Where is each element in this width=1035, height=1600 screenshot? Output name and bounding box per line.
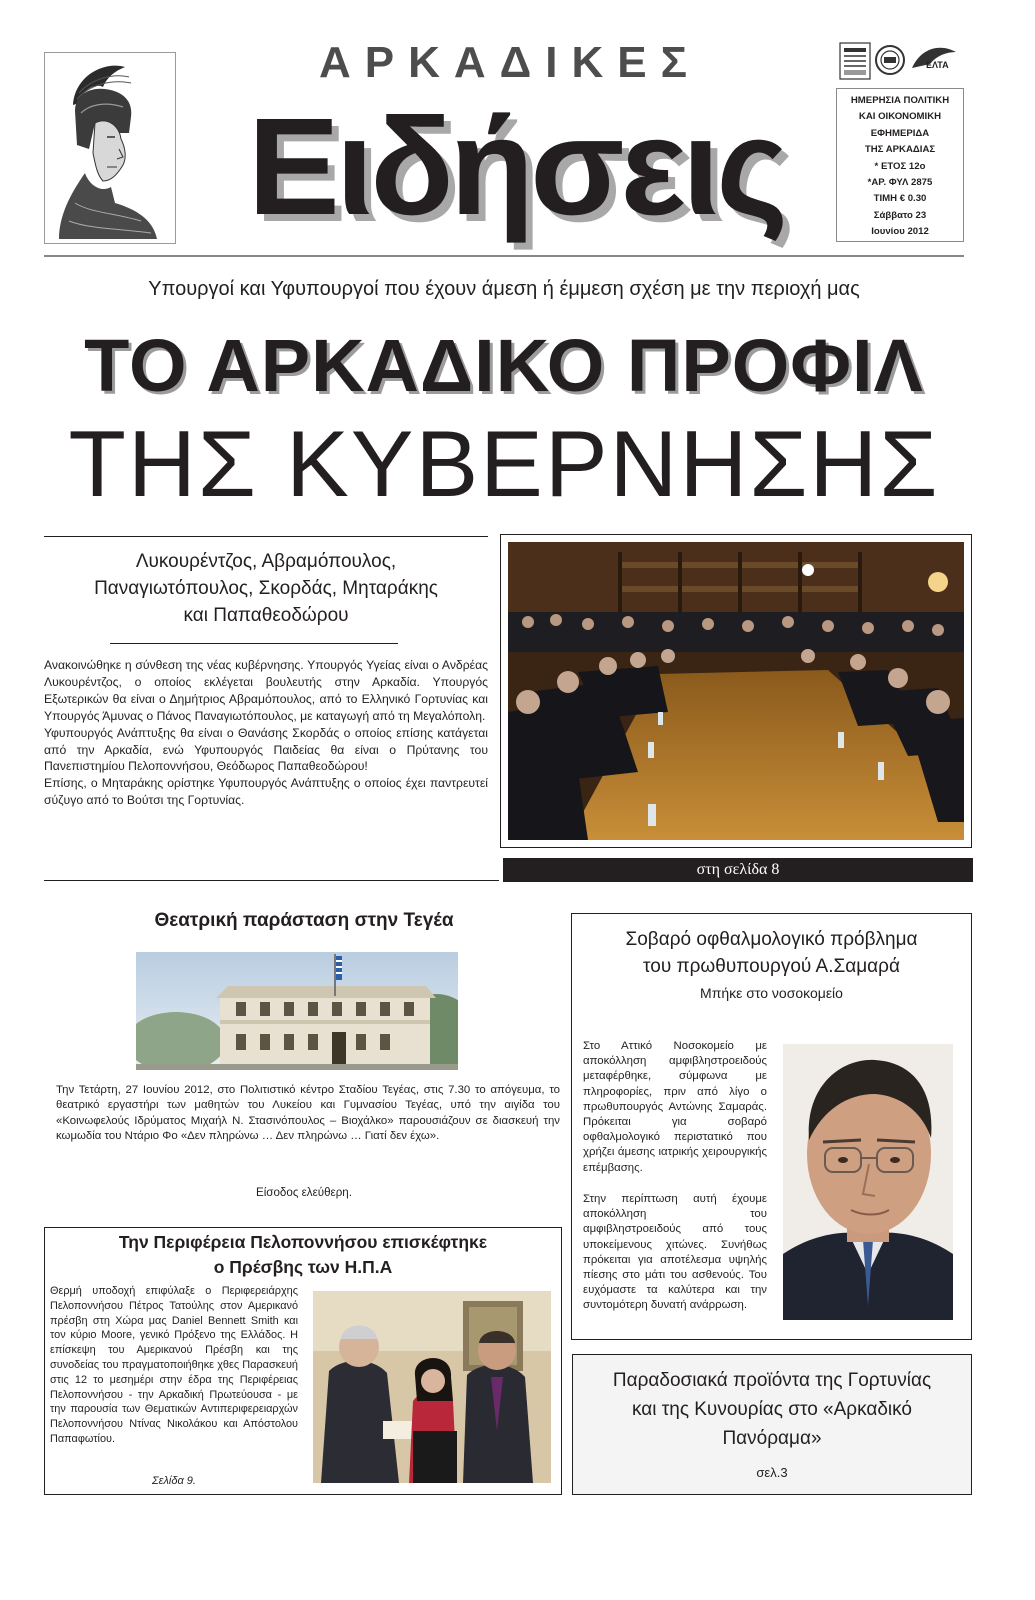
cabinet-meeting-photo-frame <box>500 534 972 848</box>
theatre-footer: Είσοδος ελεύθερη. <box>256 1186 352 1199</box>
info-line: Σάββατο 23 <box>873 209 927 221</box>
issue-info-box <box>836 88 964 242</box>
samaras-subtitle: Μπήκε στο νοσοκομείο <box>700 985 843 1001</box>
products-page-reference: σελ.3 <box>756 1465 788 1480</box>
info-line: *ΑΡ. ΦΥΛ 2875 <box>867 177 933 189</box>
products-title-line: Παραδοσιακά προϊόντα της Γορτυνίας <box>612 1370 932 1391</box>
prime-minister-portrait <box>783 1044 953 1320</box>
cabinet-meeting-photo <box>508 542 964 840</box>
lead-subtitle-rule <box>110 643 398 644</box>
info-line: ΤΙΜΗ € 0.30 <box>873 193 927 205</box>
samaras-title-line: του πρωθυπουργού Α.Σαμαρά <box>643 956 900 977</box>
lead-paragraph: Επίσης, ο Μηταράκης ορίστηκε Υφυπουργός Ανάπτυξης ο οποίος έχει παντρευτεί σύζυγο από το Βούτσι της Γορτυνίας. <box>44 776 488 808</box>
masthead-title-main: Ειδήσεις <box>247 90 785 244</box>
lead-headline-line-2: ΤΗΣ ΚΥΒΕΡΝΗΣΗΣ <box>68 411 940 516</box>
lead-subtitle-line: Παναγιωτόπουλος, Σκορδάς, Μηταράκης <box>94 578 438 599</box>
masthead-title-top: ΑΡΚΑΔΙΚΕΣ <box>318 38 702 87</box>
ambassador-visit-photo <box>313 1291 551 1483</box>
info-line: ΕΦΗΜΕΡΙΔΑ <box>870 127 930 139</box>
lead-paragraph: Υφυπουργός Ανάπτυξης θα είναι ο Θανάσης Σκορδάς ο οποίος επίσης κατάγεται από την Αρκαδία, ενώ Υφυπουργός Παιδείας θα είναι ο Πρύτανης του Πανεπιστημίου Πελοποννήσου, Θεόδωρος Παπαθεοδώρου! <box>44 725 488 774</box>
ambassador-page-reference: Σελίδα 9. <box>152 1475 196 1487</box>
samaras-paragraph: Στο Αττικό Νοσοκομείο με αποκόλληση αμφιβληστροειδούς μεταφέρθηκε, σύμφωνα με πληροφορίες, πριν από λίγο ο πρωθυπουργός Αντώνης Σαμαράς. Πρόκειται για σοβαρό οφθαλμολογικό περιστατικό που χρήζει άμεσης ιατρικής χειρουργικής επέμβασης. <box>583 1040 767 1174</box>
samaras-paragraph: Στην περίπτωση αυτή έχουμε αποκόλληση του αμφιβληστροειδούς από τους υποκείμενους χιτώνες. Συνήθως πρόκειται για αποτέλεσμα υψηλής πίεσης στο μάτι του ασθενούς. Του ευχόμαστε τα καλύτερα και την συντομότερη δυνατή ανάρρωση. <box>583 1193 767 1312</box>
masthead-divider <box>44 255 964 257</box>
info-line: Ιουνίου 2012 <box>871 226 929 238</box>
products-title-line: και της Κυνουρίας στο «Αρκαδικό <box>632 1399 912 1420</box>
lead-headline-line-1: ΤΟ ΑΡΚΑΔΙΚΟ ΠΡΟΦΙΛ <box>84 324 924 407</box>
lead-page-reference: στη σελίδα 8 <box>503 858 973 882</box>
ambassador-body: Θερμή υποδοχή επιφύλαξε ο Περιφερειάρχης Πελοποννήσου Πέτρος Τατούλης στον Αμερικανό πρέσβη στη Χώρα μας Daniel Bennett Smith και τον κύριο Moore, γενικό Πρόξενο της Ελλάδος. Η επίσκεψη του Αμερικανού Πρέσβη και της συνοδείας του πραγματοποιήθηκε χθες Παρασκευή στις 12 το μεσημέρι στην έδρα της Περιφέρειας Πελοποννήσου - την Αρκαδική Πρωτεύουσα - με την παρουσία των Θεματικών Αντιπεριφερειαρχών Πελοποννήσου Ντίνας Νικολάκου και Απόστολου Παπαφωτίου. <box>50 1285 298 1445</box>
info-line: ΚΑΙ ΟΙΚΟΝΟΜΙΚΗ <box>858 111 942 123</box>
lead-bottom-rule <box>44 880 499 881</box>
postal-logo-label: ΕΛΤΑ <box>926 60 949 70</box>
lead-body <box>44 657 488 809</box>
cultural-centre-photo <box>136 952 458 1070</box>
ambassador-title-line: Την Περιφέρεια Πελοποννήσου επισκέφτηκε <box>118 1232 488 1252</box>
lead-top-rule <box>44 536 488 537</box>
samaras-title-line: Σοβαρό οφθαλμολογικό πρόβλημα <box>625 929 918 950</box>
products-title-line: Πανόραμα» <box>722 1428 822 1449</box>
helmeted-head-illustration <box>45 53 175 243</box>
theatre-title: Θεατρική παράσταση στην Τεγέα <box>154 910 454 931</box>
lead-subtitle-line: και Παπαθεοδώρου <box>183 605 349 626</box>
ambassador-title-line: ο Πρέσβης των Η.Π.Α <box>213 1257 393 1277</box>
info-line: ΤΗΣ ΑΡΚΑΔΙΑΣ <box>864 144 936 156</box>
samaras-title <box>572 926 971 980</box>
masthead-logo-helmet <box>44 52 176 244</box>
lead-subtitle-line: Λυκουρέντζος, Αβραμόπουλος, <box>135 551 397 572</box>
lead-kicker: Υπουργοί και Υφυπουργοί που έχουν άμεση ή έμμεση σχέση με την περιοχή μας <box>148 278 860 300</box>
info-line: * ΕΤΟΣ 12ο <box>874 160 926 172</box>
lead-paragraph: Ανακοινώθηκε η σύνθεση της νέας κυβέρνησης. Υπουργός Υγείας είναι ο Ανδρέας Λυκουρέντζος, ο οποίος εκλέγεται βουλευτής στην Αρκαδία. Υπουργός Εξωτερικών θα είναι ο Δημήτριος Αβραμόπουλος, από το Ελληνικό Γορτυνίας και Υπουργός Άμυνας ο Πάνος Παναγιωτόπουλος, με καταγωγή από τη Μεγαλόπολη. <box>44 658 488 723</box>
info-line: ΗΜΕΡΗΣΙΑ ΠΟΛΙΤΙΚΗ <box>850 95 950 106</box>
lead-subtitle <box>44 548 488 629</box>
theatre-body: Την Τετάρτη, 27 Ιουνίου 2012, στο Πολιτιστικό κέντρο Σταδίου Τεγέας, στις 7.30 το απόγευμα, το θεατρικό εργαστήρι των μαθητών του Λυκείου και Γυμνασίου Τεγέας, υπό την αιγίδα του «Κοινωφελούς Ιδρύματος Μιχαήλ Ν. Στασινόπουλος – Βιοχάλκο» παρουσιάζουν σε διασκευή την κωμωδία του Ντάριο Φο «Δεν πληρώνω … Δεν πληρώνω … Γιατί δεν έχω». <box>56 1084 560 1143</box>
products-title <box>572 1366 972 1453</box>
ambassador-title <box>46 1230 560 1280</box>
postal-logos <box>838 40 964 84</box>
